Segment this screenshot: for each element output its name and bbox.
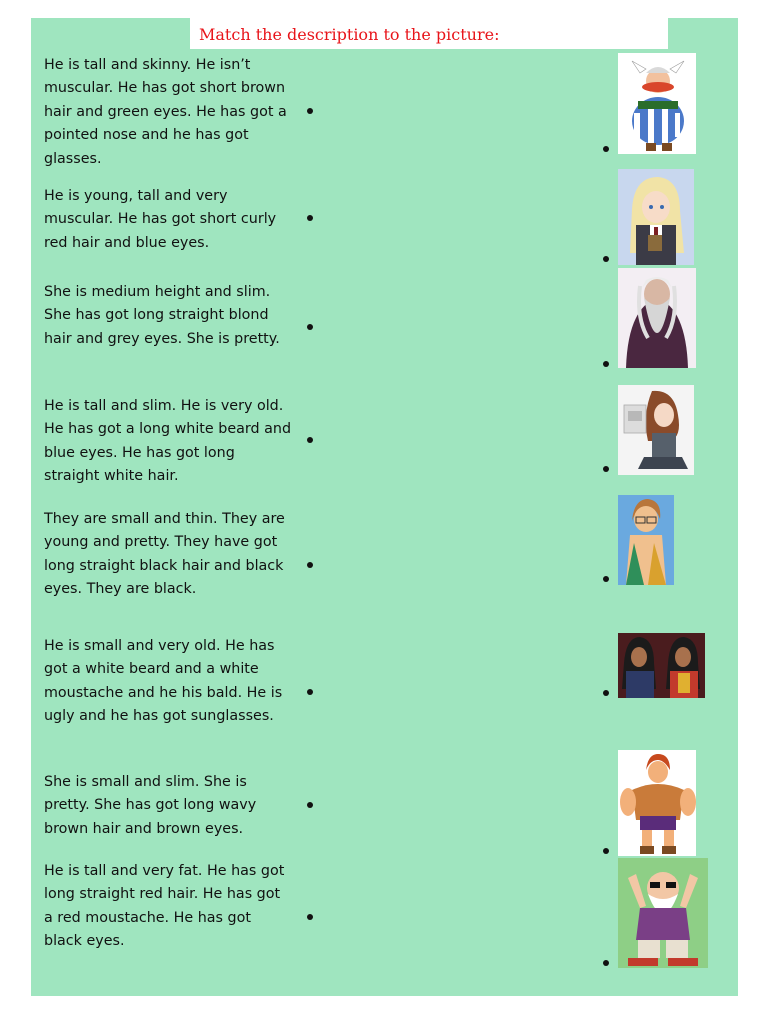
description-7: She is small and slim. She is pretty. She has got long wavy brown hair and brown eyes. xyxy=(44,774,257,837)
description-6: He is small and very old. He has got a white beard and a white moustache and he his bald. He is ugly and he has got sunglasses. xyxy=(44,638,283,725)
twin-girls-icon xyxy=(618,633,705,698)
picture-8-match-point[interactable] xyxy=(603,960,609,966)
picture-8[interactable] xyxy=(618,858,708,968)
picture-5-match-point[interactable] xyxy=(603,576,609,582)
description-7-match-point[interactable] xyxy=(307,802,313,808)
picture-4-match-point[interactable] xyxy=(603,466,609,472)
picture-2[interactable] xyxy=(618,169,694,265)
description-8-match-point[interactable] xyxy=(307,914,313,920)
picture-5[interactable] xyxy=(618,495,674,585)
brown-haired-girl-icon xyxy=(618,385,694,475)
old-bearded-wizard-icon xyxy=(618,268,696,368)
picture-3[interactable] xyxy=(618,268,696,368)
blonde-anime-girl-icon xyxy=(618,169,694,265)
picture-7[interactable] xyxy=(618,750,696,856)
description-1-match-point[interactable] xyxy=(307,108,313,114)
description-4: He is tall and slim. He is very old. He has got a long white beard and blue eyes. He has got long straight white hair. xyxy=(44,398,292,485)
description-2: He is young, tall and very muscular. He has got short curly red hair and blue eyes. xyxy=(44,188,277,251)
description-1: He is tall and skinny. He isn’t muscular. He has got short brown hair and green eyes. He has got a pointed nose and he has got glasses. xyxy=(44,57,287,167)
picture-6[interactable] xyxy=(618,633,705,698)
description-5-match-point[interactable] xyxy=(307,562,313,568)
description-5: They are small and thin. They are young and pretty. They have got long straight black hair and black eyes. They are black. xyxy=(44,511,285,598)
picture-4[interactable] xyxy=(618,385,694,475)
fat-gaul-cartoon-icon xyxy=(618,53,696,154)
picture-1[interactable] xyxy=(618,53,696,154)
picture-2-match-point[interactable] xyxy=(603,256,609,262)
worksheet-title: Match the description to the picture: xyxy=(199,25,500,44)
picture-7-match-point[interactable] xyxy=(603,848,609,854)
description-3: She is medium height and slim. She has got long straight blond hair and grey eyes. She is pretty. xyxy=(44,284,280,347)
picture-1-match-point[interactable] xyxy=(603,146,609,152)
muscular-hero-icon xyxy=(618,750,696,856)
bald-old-master-icon xyxy=(618,858,708,968)
description-6-match-point[interactable] xyxy=(307,689,313,695)
picture-3-match-point[interactable] xyxy=(603,361,609,367)
description-2-match-point[interactable] xyxy=(307,215,313,221)
picture-6-match-point[interactable] xyxy=(603,690,609,696)
description-3-match-point[interactable] xyxy=(307,324,313,330)
tall-cartoon-man-icon xyxy=(618,495,674,585)
description-4-match-point[interactable] xyxy=(307,437,313,443)
description-8: He is tall and very fat. He has got long straight red hair. He has got a red moustache. He has got black eyes. xyxy=(44,863,285,950)
